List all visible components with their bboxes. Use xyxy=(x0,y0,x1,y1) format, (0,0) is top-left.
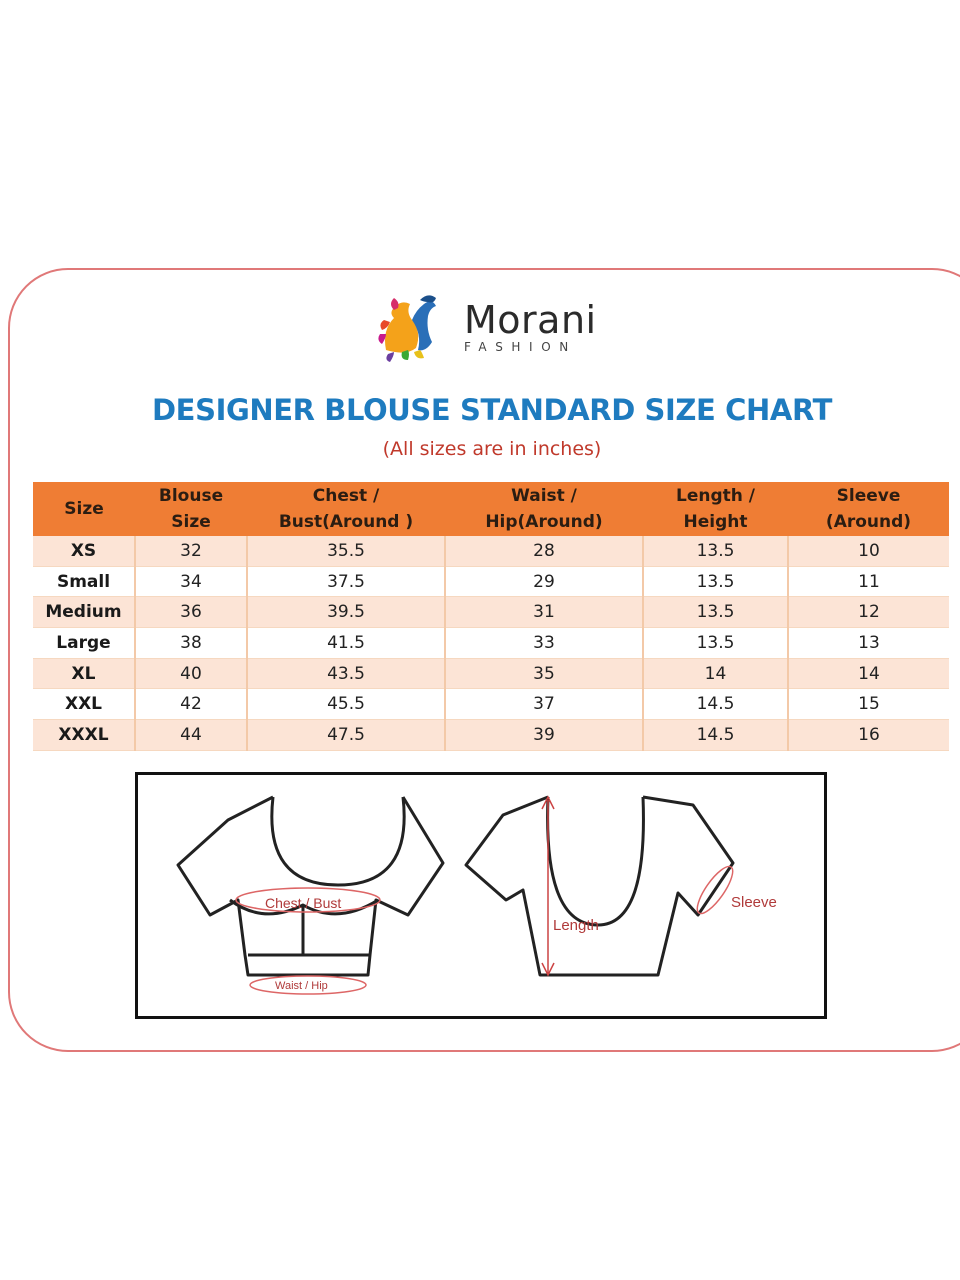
blouse-size-cell: 44 xyxy=(135,720,247,751)
waist-cell: 33 xyxy=(445,628,643,659)
brand-name: Morani xyxy=(464,298,597,342)
sleeve-cell: 15 xyxy=(788,689,949,720)
waist-cell: 28 xyxy=(445,536,643,566)
chart-title: DESIGNER BLOUSE STANDARD SIZE CHART xyxy=(152,393,832,427)
blouse-size-cell: 36 xyxy=(135,597,247,628)
table-header-row xyxy=(33,482,949,536)
waist-cell: 37 xyxy=(445,689,643,720)
table-row xyxy=(33,658,949,689)
blouse-size-cell: 40 xyxy=(135,658,247,689)
size-cell: XS xyxy=(33,536,135,566)
waist-hip-label: Waist / Hip xyxy=(275,980,328,992)
sleeve-cell: 13 xyxy=(788,628,949,659)
blouse-size-cell: 38 xyxy=(135,628,247,659)
length-cell: 13.5 xyxy=(643,566,788,597)
chest-cell: 39.5 xyxy=(247,597,445,628)
peacock-logo-icon xyxy=(376,290,448,362)
table-row xyxy=(33,689,949,720)
brand-tagline: FASHION xyxy=(464,340,577,354)
sleeve-cell: 10 xyxy=(788,536,949,566)
size-cell: XXXL xyxy=(33,720,135,751)
length-cell: 13.5 xyxy=(643,628,788,659)
chest-cell: 45.5 xyxy=(247,689,445,720)
chest-cell: 43.5 xyxy=(247,658,445,689)
chest-bust-label: Chest / Bust xyxy=(265,895,342,911)
table-row xyxy=(33,566,949,597)
table-row xyxy=(33,720,949,751)
size-cell: XL xyxy=(33,658,135,689)
length-label: Length xyxy=(553,917,599,934)
chest-cell: 35.5 xyxy=(247,536,445,566)
chest-cell: 41.5 xyxy=(247,628,445,659)
size-cell: Large xyxy=(33,628,135,659)
length-cell: 13.5 xyxy=(643,536,788,566)
measurement-diagram xyxy=(135,772,827,1019)
waist-cell: 39 xyxy=(445,720,643,751)
size-table xyxy=(33,482,949,751)
blouse-size-cell: 42 xyxy=(135,689,247,720)
back-blouse-drawing xyxy=(466,797,733,975)
header-length-height: Length / Height xyxy=(643,482,788,536)
waist-cell: 29 xyxy=(445,566,643,597)
length-cell: 14.5 xyxy=(643,720,788,751)
sleeve-cell: 11 xyxy=(788,566,949,597)
chest-cell: 47.5 xyxy=(247,720,445,751)
size-cell: Medium xyxy=(33,597,135,628)
sleeve-cell: 12 xyxy=(788,597,949,628)
header-sleeve: Sleeve (Around) xyxy=(788,482,949,536)
header-blouse-size: Blouse Size xyxy=(135,482,247,536)
table-row xyxy=(33,536,949,566)
size-cell: XXL xyxy=(33,689,135,720)
chest-cell: 37.5 xyxy=(247,566,445,597)
waist-cell: 35 xyxy=(445,658,643,689)
blouse-diagram-svg xyxy=(138,775,824,1016)
table-row xyxy=(33,597,949,628)
chart-subtitle: (All sizes are in inches) xyxy=(382,438,602,460)
sleeve-cell: 16 xyxy=(788,720,949,751)
sleeve-label: Sleeve xyxy=(731,894,777,911)
header-waist-hip: Waist / Hip(Around) xyxy=(445,482,643,536)
sleeve-cell: 14 xyxy=(788,658,949,689)
table-row xyxy=(33,628,949,659)
header-size: Size xyxy=(33,482,135,536)
blouse-size-cell: 32 xyxy=(135,536,247,566)
header-chest-bust: Chest / Bust(Around ) xyxy=(247,482,445,536)
blouse-size-cell: 34 xyxy=(135,566,247,597)
length-cell: 13.5 xyxy=(643,597,788,628)
length-cell: 14.5 xyxy=(643,689,788,720)
size-cell: Small xyxy=(33,566,135,597)
waist-cell: 31 xyxy=(445,597,643,628)
front-blouse-drawing xyxy=(178,797,443,975)
length-cell: 14 xyxy=(643,658,788,689)
